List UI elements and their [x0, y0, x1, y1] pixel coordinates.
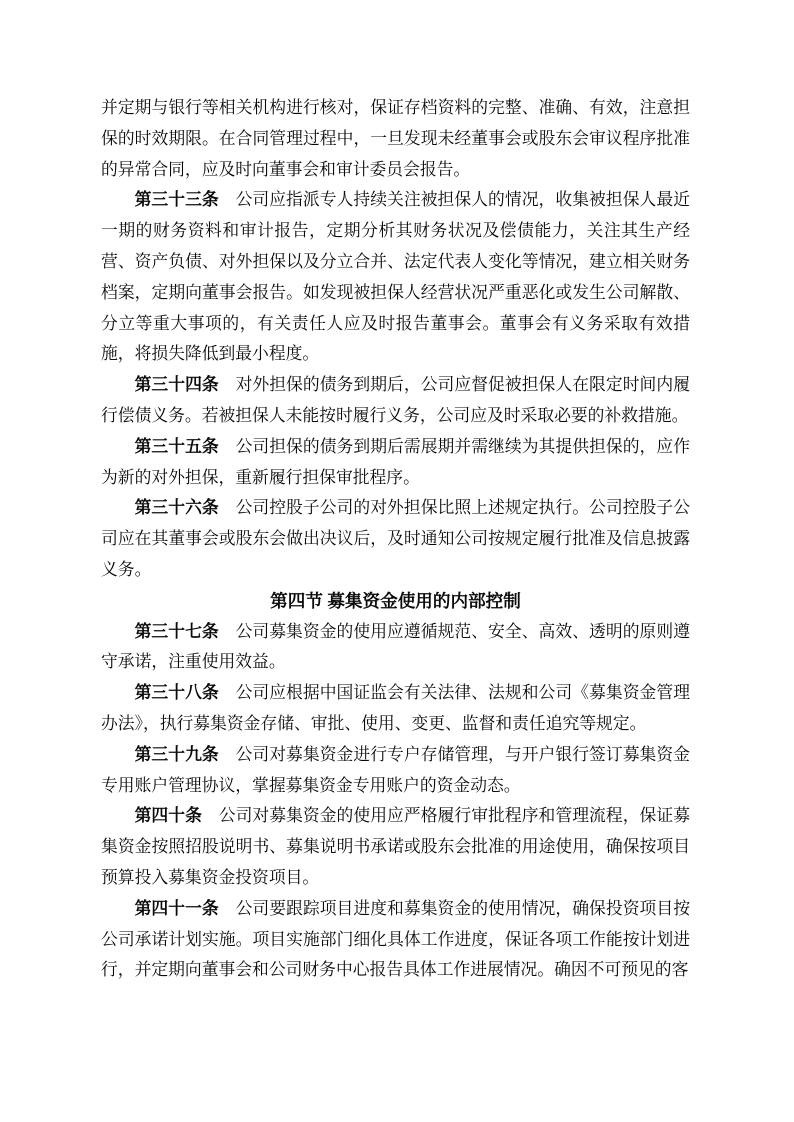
article-number: 第三十四条	[134, 375, 219, 395]
article-paragraph-35	[101, 432, 690, 494]
article-text: 公司担保的债务到期后需展期并需继续为其提供担保的，应作为新的对外担保，重新履行担保审批程序。	[101, 436, 690, 487]
article-text: 公司应根据中国证监会有关法律、法规和公司《募集资金管理办法》，执行募集资金存储、审批、使用、变更、监督和责任追究等规定。	[101, 683, 690, 733]
article-paragraph-36	[101, 493, 690, 585]
article-paragraph-33	[101, 185, 690, 370]
article-number: 第四十一条	[134, 898, 219, 918]
article-number: 第三十三条	[134, 190, 219, 210]
article-text: 公司应指派专人持续关注被担保人的情况，收集被担保人最近一期的财务资料和审计报告，定期分析其财务状况及偿债能力，关注其生产经营、资产负债、对外担保以及分立合并、法定代表人变化等情况，建立相关财务档案，定期向董事会报告。如发现被担保人经营状况严重恶化或发生公司解散、分立等重大事项的，有关责任人应及时报告董事会。董事会有义务采取有效措施，将损失降低到最小程度。	[101, 190, 690, 364]
article-number: 第三十七条	[134, 621, 219, 641]
article-number: 第三十九条	[134, 744, 219, 764]
article-number: 第三十八条	[134, 683, 219, 703]
article-paragraph-40	[101, 801, 690, 893]
article-number: 第四十条	[134, 806, 202, 826]
article-paragraph-34	[101, 370, 690, 432]
article-text: 公司要跟踪项目进度和募集资金的使用情况，确保投资项目按公司承诺计划实施。项目实施部门细化具体工作进度，保证各项工作能按计划进行，并定期向董事会和公司财务中心报告具体工作进展情况。确因不可预见的客	[101, 898, 690, 980]
article-text: 公司募集资金的使用应遵循规范、安全、高效、透明的原则遵守承诺，注重使用效益。	[101, 621, 690, 672]
section-heading: 第四节 募集资金使用的内部控制	[270, 590, 521, 611]
article-text: 公司控股子公司的对外担保比照上述规定执行。公司控股子公司应在其董事会或股东会做出决议后，及时通知公司按规定履行批准及信息披露义务。	[101, 498, 690, 579]
article-text: 公司对募集资金的使用应严格履行审批程序和管理流程，保证募集资金按照招股说明书、募集说明书承诺或股东会批准的用途使用，确保按项目预算投入募集资金投资项目。	[101, 806, 690, 887]
continuation-paragraph	[101, 93, 690, 185]
article-number: 第三十五条	[134, 436, 219, 456]
article-number: 第三十六条	[134, 498, 219, 518]
paragraph-text: 并定期与银行等相关机构进行核对，保证存档资料的完整、准确、有效，注意担保的时效期限。在合同管理过程中，一旦发现未经董事会或股东会审议程序批准的异常合同，应及时向董事会和审计委员会报告。	[101, 98, 690, 179]
article-paragraph-39	[101, 740, 690, 802]
article-paragraph-41	[101, 894, 690, 986]
article-text: 公司对募集资金进行专户存储管理，与开户银行签订募集资金专用账户管理协议，掌握募集资金专用账户的资金动态。	[101, 744, 690, 795]
article-paragraph-37	[101, 617, 690, 679]
article-text: 对外担保的债务到期后，公司应督促被担保人在限定时间内履行偿债义务。若被担保人未能按时履行义务，公司应及时采取必要的补救措施。	[101, 375, 690, 425]
article-paragraph-38	[101, 678, 690, 740]
